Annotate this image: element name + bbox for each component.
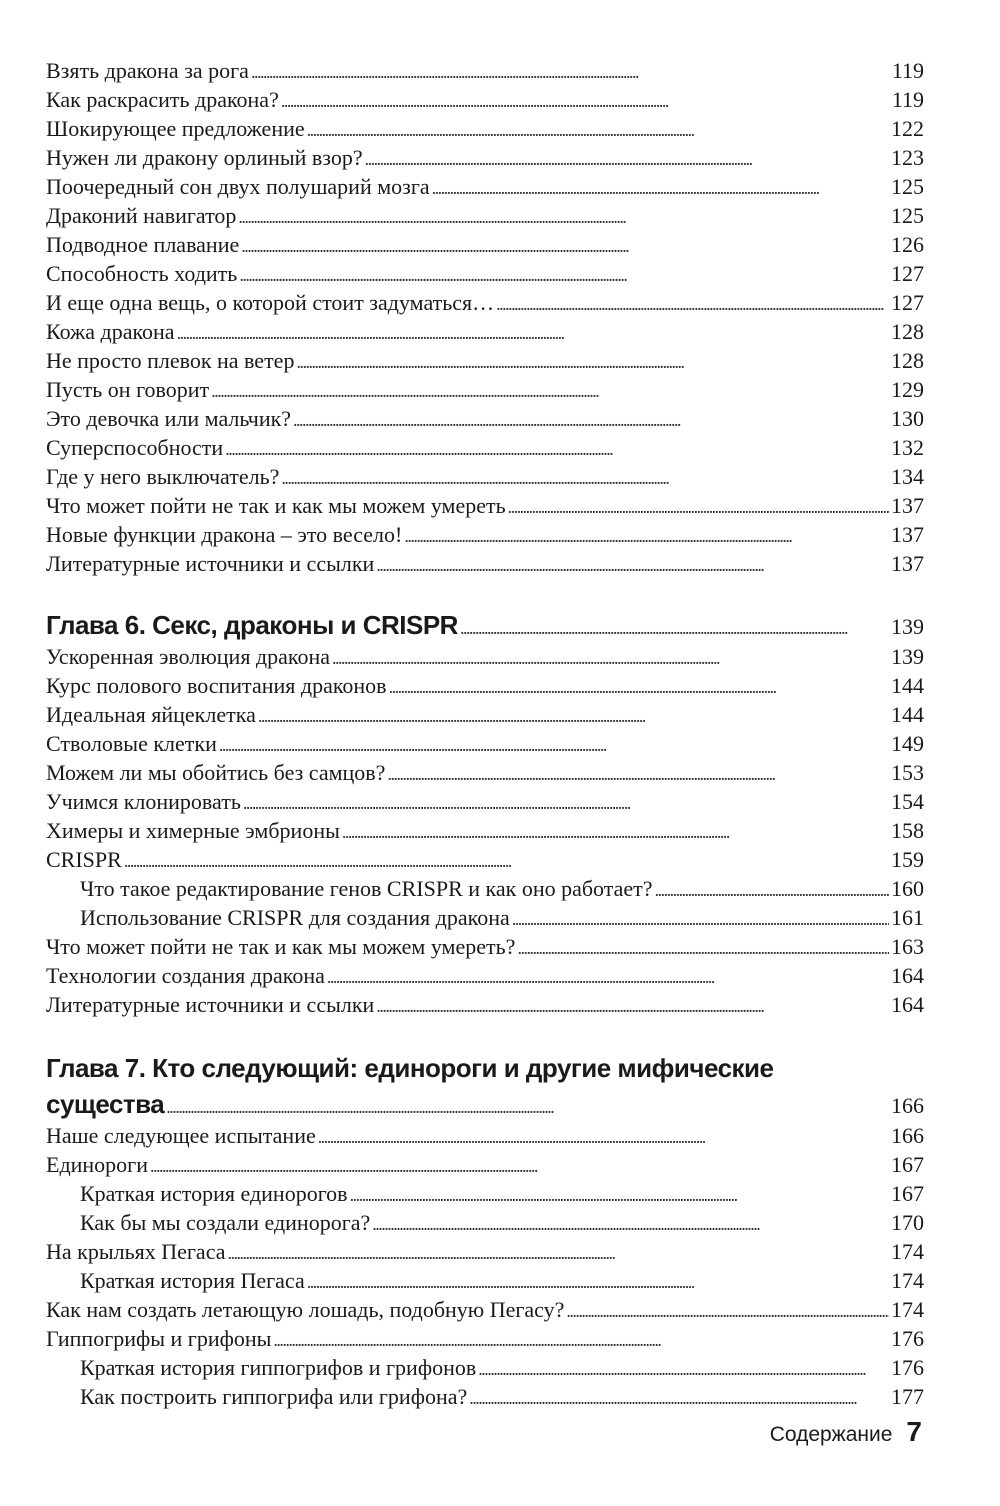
- toc-entry: [46, 433, 924, 462]
- toc-subentry: [46, 903, 924, 932]
- toc-entry: [46, 961, 924, 990]
- toc-entry-title: Литературные источники и ссылки: [46, 992, 375, 1017]
- toc-entry-page: 137: [891, 522, 924, 547]
- toc-entry-title: Взять дракона за рога: [46, 58, 249, 83]
- toc-entry-title: Новые функции дракона – это весело!: [46, 522, 403, 547]
- toc-entry: [46, 549, 924, 578]
- toc-entry-page: 163: [891, 934, 924, 959]
- toc-entry-page: 174: [891, 1268, 924, 1293]
- toc-entry-page: 164: [891, 963, 924, 988]
- toc-entry: [46, 729, 924, 758]
- toc-entry-page: 119: [891, 87, 924, 112]
- toc-entry-title: Что может пойти не так и как мы можем умереть?: [46, 934, 516, 959]
- toc-entry-page: 176: [891, 1326, 924, 1351]
- toc-entry-page: 125: [891, 174, 924, 199]
- toc-entry-title: Что может пойти не так и как мы можем умереть: [46, 493, 506, 518]
- chapter-6-section: [46, 608, 924, 642]
- toc-entry-page: 132: [891, 435, 924, 460]
- toc-entry-page: 144: [891, 673, 924, 698]
- toc-entry: [46, 114, 924, 143]
- dot-leader: [307, 114, 889, 145]
- toc-entry: [46, 259, 924, 288]
- toc-entry-title: Химеры и химерные эмбрионы: [46, 818, 340, 843]
- toc-entry-title: Идеальная яйцеклетка: [46, 702, 256, 727]
- toc-entry: [46, 230, 924, 259]
- toc-entry-title: Литературные источники и ссылки: [46, 551, 375, 576]
- dot-leader: [508, 491, 889, 522]
- dot-leader: [251, 56, 890, 87]
- toc-entry-title: Шокирующее предложение: [46, 116, 305, 141]
- dot-leader: [241, 230, 889, 261]
- toc-entry-title: Как построить гиппогрифа или грифона?: [80, 1384, 468, 1409]
- toc-entry-page: 134: [891, 464, 924, 489]
- toc-entry-page: 129: [891, 377, 924, 402]
- toc-entry-page: 158: [891, 818, 924, 843]
- toc-entry: [46, 1121, 924, 1150]
- dot-leader: [238, 201, 889, 232]
- toc-entry-title: И еще одна вещь, о которой стоит задуматься…: [46, 290, 495, 315]
- toc-entry-title: Курс полового воспитания драконов: [46, 673, 387, 698]
- dot-leader: [389, 671, 889, 702]
- dot-leader: [469, 1382, 889, 1413]
- toc-entry: [46, 462, 924, 491]
- toc-entry-page: 174: [891, 1239, 924, 1264]
- chapter-heading: [46, 1087, 924, 1121]
- dot-leader: [387, 758, 889, 789]
- dot-leader: [478, 1353, 889, 1384]
- toc-entry-page: 167: [891, 1181, 924, 1206]
- dot-leader: [432, 172, 889, 203]
- toc-entry: [46, 404, 924, 433]
- toc-entry: [46, 143, 924, 172]
- toc-entry-page: 177: [891, 1384, 924, 1409]
- toc-entry: [46, 990, 924, 1019]
- toc-entry-title: Технологии создания дракона: [46, 963, 325, 988]
- dot-leader: [496, 288, 889, 319]
- toc-subentry: [46, 1353, 924, 1382]
- toc-entry-page: 153: [891, 760, 924, 785]
- toc-entry-title: Это девочка или мальчик?: [46, 406, 292, 431]
- toc-entry-page: 160: [891, 876, 924, 901]
- toc-subentry: [46, 874, 924, 903]
- toc-entry-title: На крыльях Пегаса: [46, 1239, 226, 1264]
- toc-entry-page: 174: [891, 1297, 924, 1322]
- toc-entry-title: Не просто плевок на ветер: [46, 348, 295, 373]
- toc-entry-page: 139: [891, 644, 924, 669]
- toc-entry: [46, 1237, 924, 1266]
- toc-entry: [46, 172, 924, 201]
- toc-entry: [46, 201, 924, 230]
- toc-entry-title: Кожа дракона: [46, 319, 175, 344]
- dot-leader: [327, 961, 889, 992]
- toc-entry-title: Способность ходить: [46, 261, 238, 286]
- table-of-contents: [46, 56, 924, 1411]
- dot-leader: [512, 903, 889, 934]
- dot-leader: [166, 1089, 889, 1124]
- toc-entry: [46, 1150, 924, 1179]
- toc-entry: [46, 288, 924, 317]
- dot-leader: [296, 346, 889, 377]
- dot-leader: [365, 143, 889, 174]
- toc-entry-title: Нужен ли дракону орлиный взор?: [46, 145, 363, 170]
- dot-leader: [404, 520, 889, 551]
- chapter-title-line2: существа: [46, 1089, 165, 1119]
- dot-leader: [150, 1150, 889, 1181]
- toc-entry: [46, 1295, 924, 1324]
- dot-leader: [228, 1237, 890, 1268]
- chapter-title-line1: Глава 7. Кто следующий: единороги и другие мифические: [46, 1053, 774, 1083]
- toc-entry-title: Суперспособности: [46, 435, 224, 460]
- chapter-7-section: [46, 1049, 924, 1121]
- dot-leader: [177, 317, 889, 348]
- chapter-page: 166: [891, 1093, 924, 1118]
- toc-entry-page: 127: [891, 261, 924, 286]
- dot-leader: [318, 1121, 889, 1152]
- toc-entry-page: 154: [891, 789, 924, 814]
- chapter-7-entries: [46, 1121, 924, 1411]
- toc-entry-title: Краткая история единорогов: [80, 1181, 348, 1206]
- toc-entry: [46, 642, 924, 671]
- toc-entry: [46, 1324, 924, 1353]
- chapter-heading: [46, 608, 924, 642]
- dot-leader: [225, 433, 889, 464]
- toc-subentry: [46, 1179, 924, 1208]
- toc-entry-title: Можем ли мы обойтись без самцов?: [46, 760, 386, 785]
- toc-entry-page: 127: [891, 290, 924, 315]
- toc-entry-page: 161: [891, 905, 924, 930]
- page-number: 7: [906, 1416, 922, 1447]
- dot-leader: [460, 610, 889, 645]
- toc-entry-page: 125: [891, 203, 924, 228]
- toc-entry-title: Подводное плавание: [46, 232, 240, 257]
- toc-entry-page: 122: [891, 116, 924, 141]
- toc-entry-page: 123: [891, 145, 924, 170]
- dot-leader: [219, 729, 889, 760]
- dot-leader: [376, 549, 889, 580]
- chapter-6-entries: [46, 642, 924, 1019]
- dot-leader: [273, 1324, 889, 1355]
- toc-entry-page: 144: [891, 702, 924, 727]
- toc-entry: [46, 317, 924, 346]
- toc-entry-title: Что такое редактирование генов CRISPR и как оно работает?: [80, 876, 653, 901]
- toc-entry-page: 128: [891, 319, 924, 344]
- toc-entry-title: Наше следующее испытание: [46, 1123, 316, 1148]
- toc-entry: [46, 375, 924, 404]
- toc-entry-page: 119: [891, 58, 924, 83]
- dot-leader: [517, 932, 889, 963]
- toc-entry-title: Как нам создать летающую лошадь, подобную Пегасу?: [46, 1297, 565, 1322]
- dot-leader: [332, 642, 889, 673]
- toc-entry-title: Поочередный сон двух полушарий мозга: [46, 174, 430, 199]
- toc-subentry: [46, 1208, 924, 1237]
- toc-entry-title: Единороги: [46, 1152, 148, 1177]
- toc-entry: [46, 520, 924, 549]
- toc-entry: [46, 56, 924, 85]
- toc-entry-title: Учимся клонировать: [46, 789, 241, 814]
- toc-entry-page: 128: [891, 348, 924, 373]
- toc-entry: [46, 845, 924, 874]
- toc-entry-title: Краткая история Пегаса: [80, 1268, 305, 1293]
- dot-leader: [281, 85, 890, 116]
- toc-entry: [46, 816, 924, 845]
- toc-entry: [46, 346, 924, 375]
- toc-subentry: [46, 1382, 924, 1411]
- toc-entry-page: 126: [891, 232, 924, 257]
- dot-leader: [372, 1208, 889, 1239]
- toc-entry-page: 176: [891, 1355, 924, 1380]
- toc-subentry: [46, 1266, 924, 1295]
- toc-entry-title: Гиппогрифы и грифоны: [46, 1326, 272, 1351]
- toc-entry-page: 130: [891, 406, 924, 431]
- toc-entry-title: Драконий навигатор: [46, 203, 237, 228]
- toc-entry-title: Ускоренная эволюция дракона: [46, 644, 331, 669]
- page-footer: [770, 1416, 922, 1448]
- chapter-page: 139: [891, 614, 924, 639]
- dot-leader: [307, 1266, 889, 1297]
- toc-entry-title: CRISPR: [46, 847, 122, 872]
- dot-leader: [293, 404, 889, 435]
- toc-entry-title: Где у него выключатель?: [46, 464, 280, 489]
- toc-entry-page: 167: [891, 1152, 924, 1177]
- toc-entry-page: 137: [891, 551, 924, 576]
- toc-entry-page: 164: [891, 992, 924, 1017]
- toc-section-continued: [46, 56, 924, 578]
- running-footer-label: Содержание: [769, 1423, 893, 1446]
- toc-entry-title: Краткая история гиппогрифов и грифонов: [80, 1355, 477, 1380]
- toc-entry-title: Стволовые клетки: [46, 731, 217, 756]
- dot-leader: [566, 1295, 889, 1326]
- toc-entry-title: Пусть он говорит: [46, 377, 210, 402]
- dot-leader: [239, 259, 889, 290]
- toc-entry-page: 149: [891, 731, 924, 756]
- chapter-title: Глава 6. Секс, драконы и CRISPR: [46, 610, 458, 640]
- dot-leader: [243, 787, 889, 818]
- toc-entry: [46, 787, 924, 816]
- dot-leader: [124, 845, 889, 876]
- toc-entry-page: 137: [891, 493, 924, 518]
- toc-entry-title: Как бы мы создали единорога?: [80, 1210, 371, 1235]
- toc-entry: [46, 671, 924, 700]
- dot-leader: [655, 874, 889, 905]
- toc-entry: [46, 700, 924, 729]
- dot-leader: [350, 1179, 889, 1210]
- toc-entry-page: 159: [891, 847, 924, 872]
- dot-leader: [281, 462, 889, 493]
- dot-leader: [342, 816, 889, 847]
- toc-entry-title: Использование CRISPR для создания дракона: [80, 905, 510, 930]
- dot-leader: [258, 700, 889, 731]
- dot-leader: [211, 375, 889, 406]
- toc-entry: [46, 85, 924, 114]
- dot-leader: [376, 990, 889, 1021]
- toc-entry-page: 170: [891, 1210, 924, 1235]
- toc-entry: [46, 932, 924, 961]
- toc-entry-title: Как раскрасить дракона?: [46, 87, 279, 112]
- toc-entry: [46, 491, 924, 520]
- toc-entry: [46, 758, 924, 787]
- toc-entry-page: 166: [891, 1123, 924, 1148]
